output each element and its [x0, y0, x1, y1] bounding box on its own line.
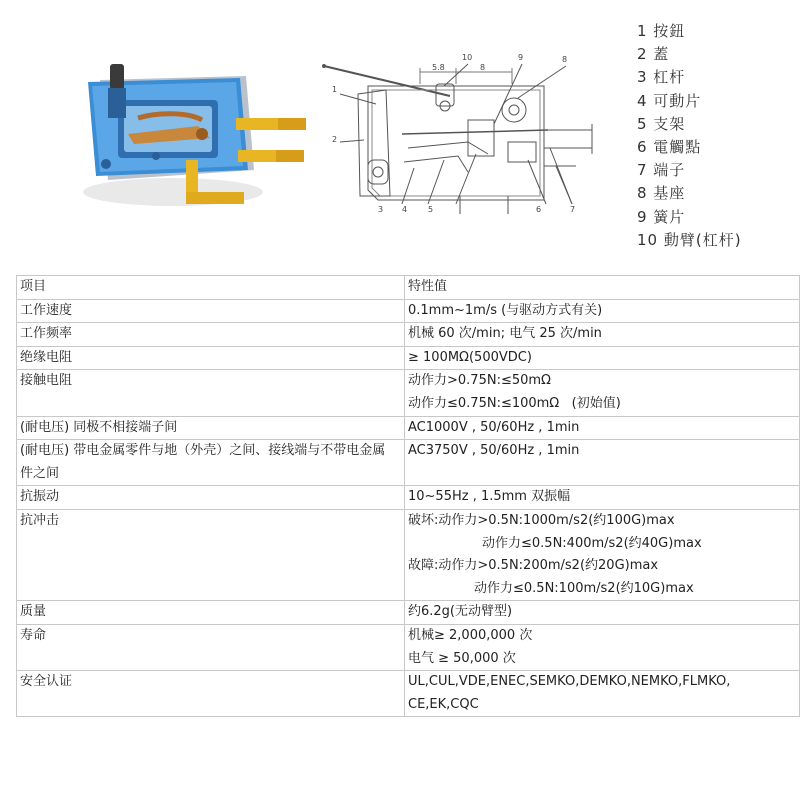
row-item: 抗冲击 — [17, 509, 405, 600]
value-line: 机械≥ 2,000,000 次 — [408, 627, 533, 643]
table-header-row — [17, 276, 800, 300]
callout-9: 9 — [518, 53, 524, 62]
table-row — [17, 440, 800, 486]
callout-2: 2 — [332, 135, 338, 144]
legend-item: 5 支架 — [637, 114, 686, 133]
row-value: 机械 60 次/min; 电气 25 次/min — [405, 323, 800, 347]
header-value: 特性值 — [405, 276, 800, 300]
row-item: (耐电压) 同极不相接端子间 — [17, 416, 405, 440]
callout-4: 4 — [402, 205, 408, 214]
value-line: 故障:动作力>0.5N:200m/s2(约20G)max — [408, 558, 659, 574]
legend-item: 1 按鈕 — [637, 22, 686, 40]
table-row — [17, 416, 800, 440]
row-item: 接触电阻 — [17, 370, 405, 416]
switch-cutaway-illustration — [78, 52, 323, 222]
row-value — [405, 624, 800, 670]
item-line: (耐电压) 带电金属零件与地（外壳）之间、接线端与不带电金属 — [20, 443, 386, 459]
row-value — [405, 370, 800, 416]
row-value — [405, 671, 800, 717]
row-item: 绝缘电阻 — [17, 346, 405, 370]
row-item: 安全认证 — [17, 671, 405, 717]
value-line: 动作力≤0.5N:400m/s2(约40G)max — [482, 535, 702, 551]
callout-7: 7 — [570, 205, 576, 214]
row-item: 工作速度 — [17, 299, 405, 323]
value-note: (初始值) — [571, 395, 621, 411]
row-item — [17, 440, 405, 486]
row-value: 10~55Hz , 1.5mm 双振幅 — [405, 486, 800, 510]
legend-item: 3 杠杆 — [637, 68, 686, 87]
row-value: 约6.2g(无动臂型) — [405, 601, 800, 625]
table-row — [17, 299, 800, 323]
callout-6: 6 — [536, 205, 542, 214]
spec-table — [16, 275, 800, 717]
parts-legend — [637, 20, 742, 252]
table-row — [17, 486, 800, 510]
row-item: 寿命 — [17, 624, 405, 670]
table-row — [17, 346, 800, 370]
header-item: 项目 — [17, 276, 405, 300]
table-row — [17, 323, 800, 347]
table-row — [17, 601, 800, 625]
callout-3: 3 — [378, 205, 384, 214]
legend-item: 8 基座 — [637, 184, 686, 203]
value-line: 电气 ≥ 50,000 次 — [408, 650, 516, 666]
callout-1: 1 — [332, 85, 338, 94]
value-line: CE,EK,CQC — [408, 696, 479, 712]
value-text: 动作力≤0.75N:≤100mΩ — [408, 395, 560, 411]
value-line: 动作力≤0.5N:100m/s2(约10G)max — [474, 580, 694, 596]
value-line: 破坏:动作力>0.5N:1000m/s2(约100G)max — [408, 512, 675, 528]
dimension-8: 8 — [480, 63, 486, 72]
row-value: ≥ 100MΩ(500VDC) — [405, 346, 800, 370]
row-item: 质量 — [17, 601, 405, 625]
table-row — [17, 370, 800, 416]
legend-item: 6 電觸點 — [637, 138, 702, 157]
dimension-5-8: 5.8 — [432, 63, 445, 72]
row-value: AC1000V , 50/60Hz , 1min — [405, 416, 800, 440]
callout-5: 5 — [428, 205, 434, 214]
value-line: UL,CUL,VDE,ENEC,SEMKO,DEMKO,NEMKO,FLMKO, — [408, 674, 731, 690]
value-line — [408, 393, 796, 416]
technical-drawing — [318, 50, 608, 222]
callout-8: 8 — [562, 55, 568, 64]
table-row — [17, 509, 800, 600]
row-value: AC3750V , 50/60Hz , 1min — [405, 440, 800, 486]
item-line: 件之间 — [20, 465, 60, 481]
row-item: 抗振动 — [17, 486, 405, 510]
row-item: 工作频率 — [17, 323, 405, 347]
callout-10: 10 — [462, 53, 473, 62]
legend-item: 9 簧片 — [637, 207, 686, 226]
legend-item: 4 可動片 — [637, 91, 702, 110]
value-line: 动作力>0.75N:≤50mΩ — [408, 373, 551, 389]
table-row — [17, 671, 800, 717]
row-value — [405, 509, 800, 600]
table-row — [17, 624, 800, 670]
legend-item: 10 動臂(杠杆) — [637, 230, 742, 249]
legend-item: 7 端子 — [637, 161, 686, 180]
legend-item: 2 蓋 — [637, 45, 670, 64]
row-value: 0.1mm~1m/s (与驱动方式有关) — [405, 299, 800, 323]
